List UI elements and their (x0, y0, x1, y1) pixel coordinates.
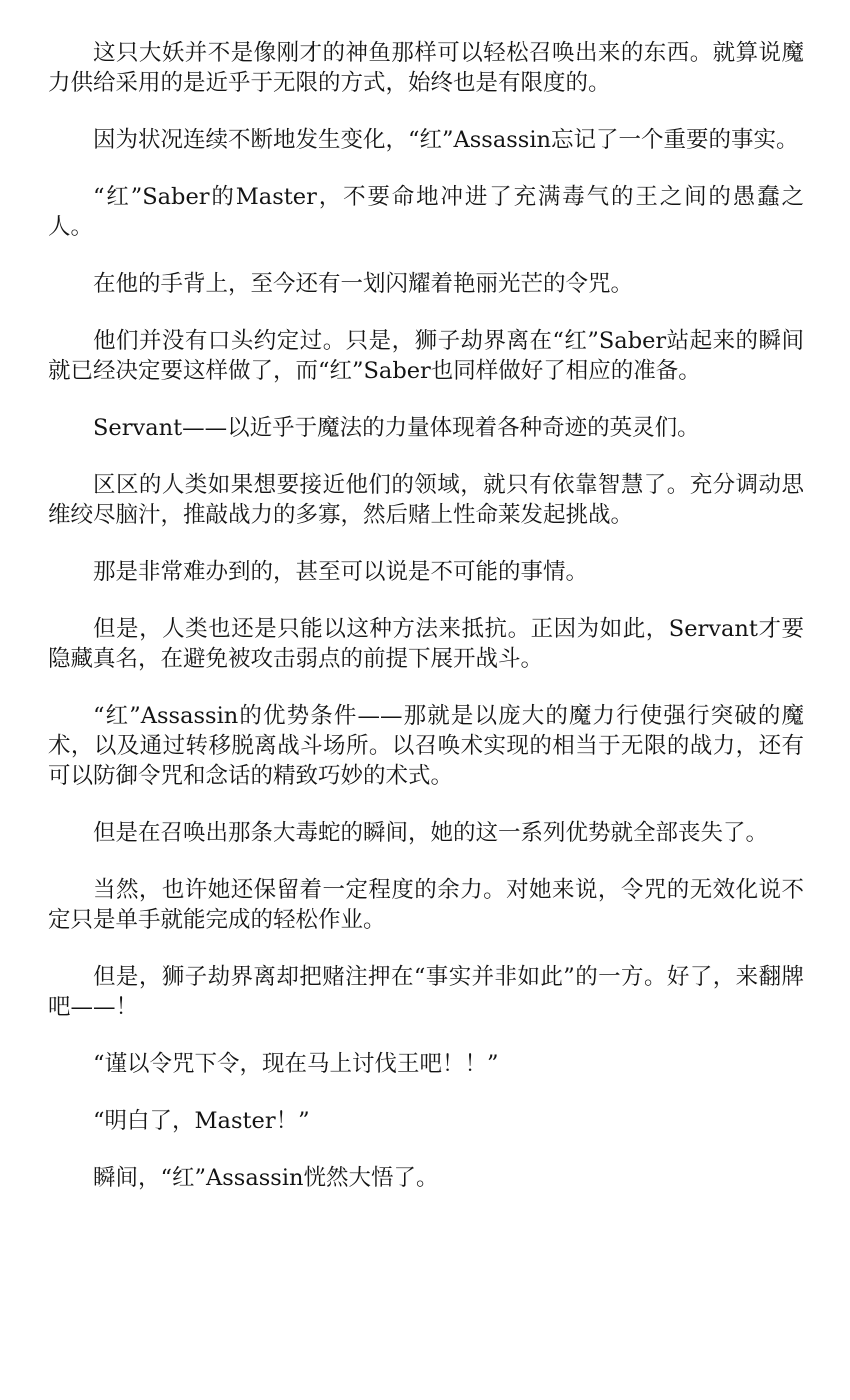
paragraph-14: “谨以令咒下令，现在马上讨伐王吧！！” (93, 1051, 499, 1077)
paragraph-1: 这只大妖并不是像刚才的神鱼那样可以轻松召唤出来的东西。就算说魔力供给采用的是近乎于无限的方式，始终也是有限度的。 (48, 40, 804, 96)
document-page (48, 38, 804, 1220)
paragraph-12: 当然，也许她还保留着一定程度的余力。对她来说，令咒的无效化说不定只是单手就能完成的轻松作业。 (48, 877, 804, 933)
paragraph-13: 但是，狮子劫界离却把赌注押在“事实并非如此”的一方。好了，来翻牌吧——！ (48, 964, 804, 1020)
paragraph-2: 因为状况连续不断地发生变化，“红”Assassin忘记了一个重要的事实。 (93, 127, 799, 153)
paragraph-6: Servant——以近乎于魔法的力量体现着各种奇迹的英灵们。 (93, 415, 700, 441)
paragraph-8: 那是非常难办到的，甚至可以说是不可能的事情。 (93, 559, 589, 585)
paragraph-11: 但是在召唤出那条大毒蛇的瞬间，她的这一系列优势就全部丧失了。 (93, 820, 769, 846)
paragraph-5: 他们并没有口头约定过。只是，狮子劫界离在“红”Saber站起来的瞬间就已经决定要这样做了，而“红”Saber也同样做好了相应的准备。 (48, 328, 804, 384)
paragraph-7: 区区的人类如果想要接近他们的领域，就只有依靠智慧了。充分调动思维绞尽脑汁，推敲战力的多寡，然后赌上性命莱发起挑战。 (48, 472, 804, 528)
paragraph-3: “红”Saber的Master，不要命地冲进了充满毒气的王之间的愚蠢之人。 (48, 184, 804, 240)
paragraph-9: 但是，人类也还是只能以这种方法来抵抗。正因为如此，Servant才要隐藏真名，在避免被攻击弱点的前提下展开战斗。 (48, 616, 804, 672)
paragraph-16: 瞬间，“红”Assassin恍然大悟了。 (93, 1165, 439, 1191)
paragraph-4: 在他的手背上，至今还有一划闪耀着艳丽光芒的令咒。 (93, 271, 634, 297)
paragraph-15: “明白了，Master！” (93, 1108, 310, 1134)
paragraph-10: “红”Assassin的优势条件——那就是以庞大的魔力行使强行突破的魔术，以及通过转移脱离战斗场所。以召唤术实现的相当于无限的战力，还有可以防御令咒和念话的精致巧妙的术式。 (48, 703, 804, 789)
